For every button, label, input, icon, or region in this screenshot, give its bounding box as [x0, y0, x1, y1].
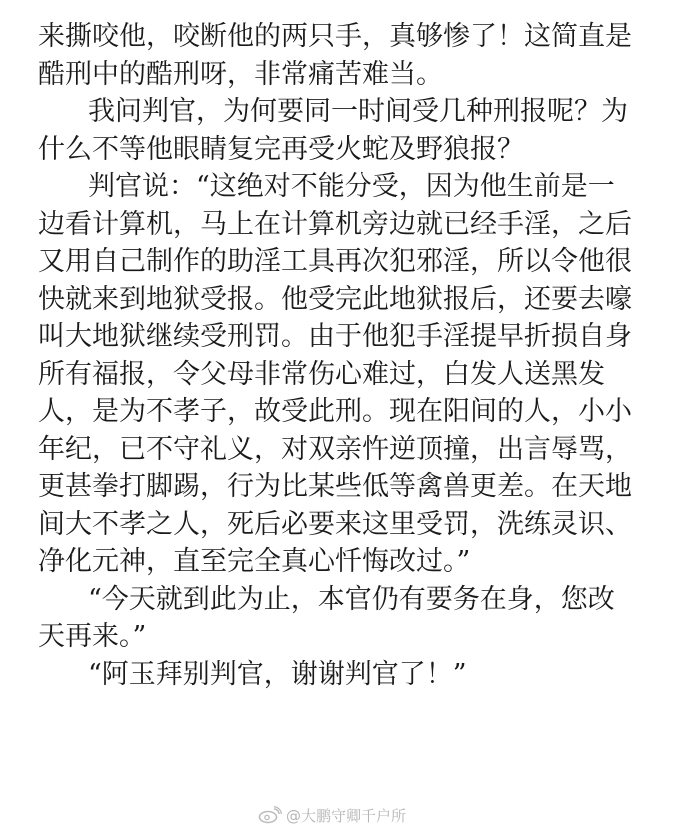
text-line: 判官说：“这绝对不能分受，因为他生前是一: [88, 171, 615, 202]
watermark-text: @大鹏守卿千户所: [286, 806, 407, 825]
text-line: 叫大地狱继续受刑罚。由于他犯手淫提早折损自身: [38, 321, 632, 352]
watermark: [258, 804, 406, 826]
text-line: 边看计算机，马上在计算机旁边就已经手淫，之后: [38, 208, 632, 240]
text-line: 人，是为不孝子，故受此刑。现在阳间的人，小小: [38, 396, 632, 427]
text-line: 间大不孝之人，死后必要来这里受罚，洗练灵识、: [38, 508, 632, 540]
text-line: 所有福报，令父母非常伤心难过，白发人送黑发: [38, 358, 605, 390]
weibo-icon: [258, 806, 282, 824]
text-line: 净化元神，直至完全真心忏悔改过。”: [38, 546, 471, 577]
text-line: 来撕咬他，咬断他的两只手，真够惨了！这简直是: [38, 21, 632, 52]
text-line: “阿玉拜别判官，谢谢判官了！”: [88, 658, 467, 690]
text-line: 年纪，已不守礼义，对双亲忤逆顶撞，出言辱骂，: [38, 433, 632, 465]
text-line: 更甚拳打脚踢，行为比某些低等禽兽更差。在天地: [38, 471, 632, 502]
text-line: 天再来。”: [38, 621, 147, 652]
text-line: 什么不等他眼睛复完再受火蛇及野狼报？: [38, 133, 524, 165]
text-line: 快就来到地狱受报。他受完此地狱报后，还要去嚎: [38, 283, 632, 315]
text-line: 我问判官，为何要同一时间受几种刑报呢？为: [88, 96, 628, 127]
body-text: [38, 18, 658, 693]
text-line: “今天就到此为止，本官仍有要务在身，您改: [88, 583, 615, 615]
text-line: 又用自己制作的助淫工具再次犯邪淫，所以令他很: [38, 246, 632, 277]
text-line: 酷刑中的酷刑呀，非常痛苦难当。: [38, 58, 443, 90]
